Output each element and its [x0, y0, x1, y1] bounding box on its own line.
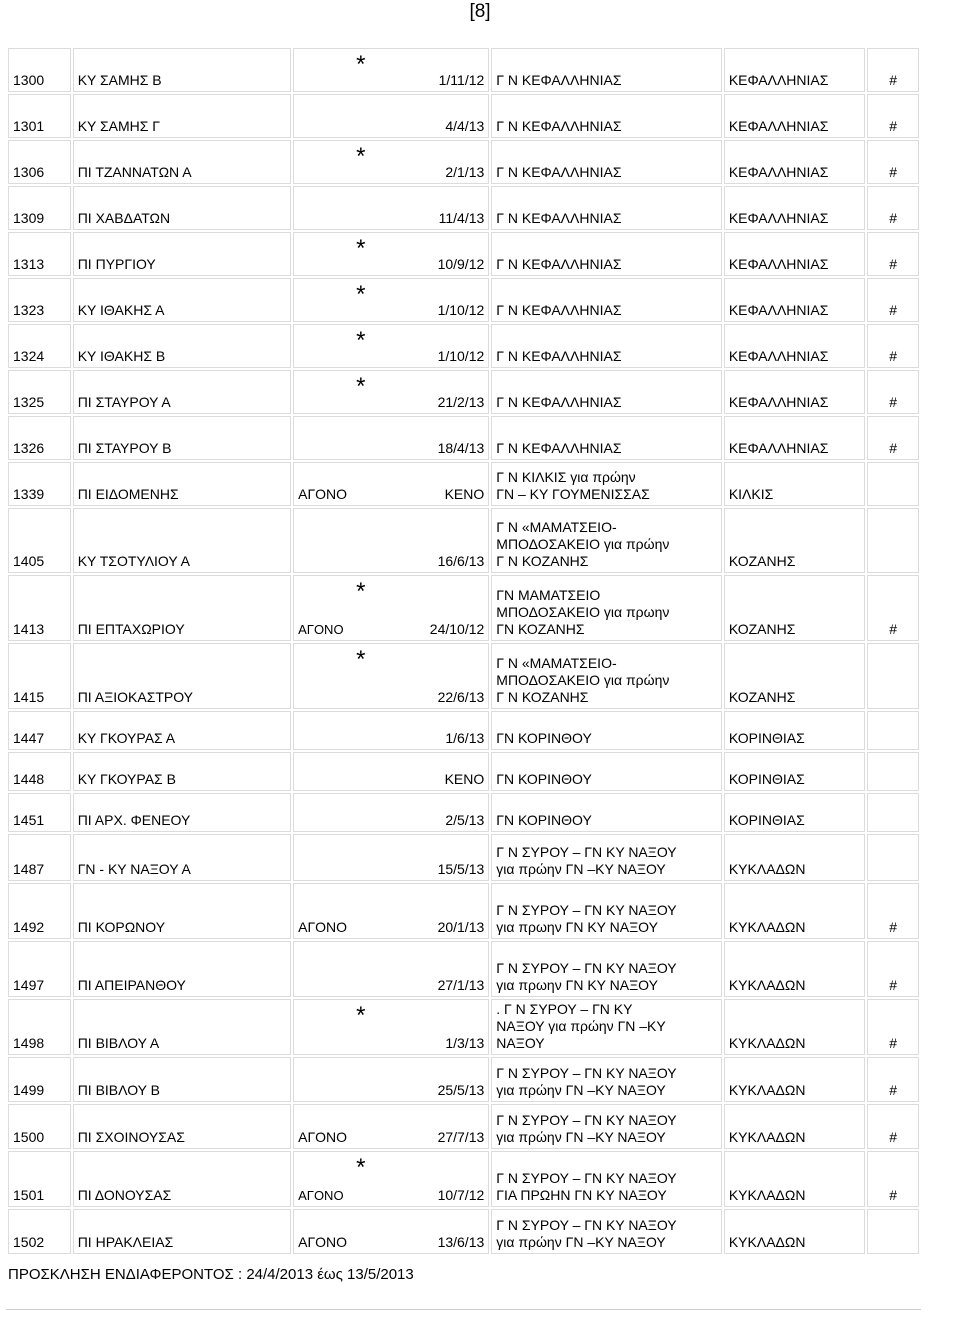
entity-line: για πρώην ΓΝ –ΚΥ ΝΑΞΟΥ	[496, 861, 666, 877]
hash-mark: #	[867, 416, 919, 460]
table-row	[8, 1209, 919, 1254]
table-row	[8, 834, 919, 881]
entity-line: ΜΠΟΔΟΣΑΚΕΙΟ για πρώην	[496, 672, 670, 688]
unit-name: ΠΙ ΒΙΒΛΟΥ Α	[73, 999, 291, 1055]
region-name: ΚΥΚΛΑΔΩΝ	[724, 1151, 866, 1207]
hash-mark	[867, 462, 919, 506]
unit-name: ΠΙ ΑΡΧ. ΦΕΝΕΟΥ	[73, 793, 291, 832]
unit-name: ΚΥ ΙΘΑΚΗΣ Β	[73, 324, 291, 368]
entity-line: Γ Ν ΣΥΡΟΥ – ΓΝ ΚΥ ΝΑΞΟΥ	[496, 1065, 677, 1081]
table-row	[8, 1057, 919, 1102]
table-row	[8, 324, 919, 368]
barren-label: ΑΓΟΝΟ	[298, 1188, 344, 1203]
hospital-entity	[491, 643, 722, 709]
hash-mark: #	[867, 999, 919, 1055]
hash-mark: #	[867, 278, 919, 322]
vacancy-date: 10/7/12	[437, 1187, 485, 1203]
table-row	[8, 1104, 919, 1149]
vacancy-date: 20/1/13	[437, 919, 485, 935]
hash-mark: #	[867, 48, 919, 92]
position-code: 1501	[8, 1151, 71, 1207]
hospital-entity	[491, 416, 722, 460]
vacancy-date: 10/9/12	[437, 256, 485, 272]
vacancy-date: ΚΕΝΟ	[444, 486, 485, 502]
region-name: ΚΕΦΑΛΛΗΝΙΑΣ	[724, 140, 866, 184]
vacancy-date: 1/6/13	[445, 730, 485, 746]
entity-line: ΝΑΞΟΥ για πρώην ΓΝ –ΚΥ	[496, 1018, 666, 1034]
status-cell	[293, 1151, 489, 1207]
status-cell	[293, 1209, 489, 1254]
entity-line: ΓΝ ΚΟΡΙΝΘΟΥ	[496, 771, 592, 787]
barren-label: ΑΓΟΝΟ	[298, 622, 344, 637]
hospital-entity	[491, 575, 722, 641]
status-cell	[293, 186, 489, 230]
region-name: ΚΥΚΛΑΔΩΝ	[724, 1209, 866, 1254]
status-cell	[293, 508, 489, 573]
region-name: ΚΟΡΙΝΘΙΑΣ	[724, 711, 866, 750]
status-cell	[293, 711, 489, 750]
table-row	[8, 1151, 919, 1207]
position-code: 1300	[8, 48, 71, 92]
status-cell	[293, 834, 489, 881]
vacancy-date: 4/4/13	[445, 118, 485, 134]
unit-name: ΚΥ ΣΑΜΗΣ Γ	[73, 94, 291, 138]
entity-line: για πρωην ΓΝ ΚΥ ΝΑΞΟΥ	[496, 977, 658, 993]
table-row	[8, 462, 919, 506]
entity-line: . Γ Ν ΣΥΡΟΥ – ΓΝ ΚΥ	[496, 1001, 633, 1017]
entity-line: Γ Ν ΚΕΦΑΛΛΗΝΙΑΣ	[496, 210, 622, 226]
table-row	[8, 752, 919, 791]
position-code: 1451	[8, 793, 71, 832]
table-row	[8, 370, 919, 414]
vacancy-date: 13/6/13	[437, 1234, 485, 1250]
region-name: ΚΥΚΛΑΔΩΝ	[724, 834, 866, 881]
position-code: 1497	[8, 941, 71, 997]
position-code: 1326	[8, 416, 71, 460]
hash-mark: #	[867, 140, 919, 184]
vacancy-date: 1/10/12	[437, 302, 485, 318]
page-number: [8]	[469, 1, 491, 22]
hash-mark: #	[867, 370, 919, 414]
unit-name: ΠΙ ΚΟΡΩΝΟΥ	[73, 883, 291, 939]
asterisk-mark: *	[356, 646, 366, 673]
hash-mark	[867, 508, 919, 573]
entity-line: ΓΝ ΚΟΡΙΝΘΟΥ	[496, 730, 592, 746]
region-name: ΚΥΚΛΑΔΩΝ	[724, 999, 866, 1055]
hospital-entity	[491, 508, 722, 573]
hash-mark	[867, 643, 919, 709]
vacancy-date: 21/2/13	[437, 394, 485, 410]
barren-label: ΑΓΟΝΟ	[298, 1129, 348, 1145]
asterisk-mark: *	[356, 578, 366, 605]
hospital-entity	[491, 1209, 722, 1254]
region-name: ΚΕΦΑΛΛΗΝΙΑΣ	[724, 232, 866, 276]
hash-mark	[867, 711, 919, 750]
hash-mark: #	[867, 575, 919, 641]
vacancy-date: 1/10/12	[437, 348, 485, 364]
status-cell	[293, 232, 489, 276]
unit-name: ΚΥ ΤΣΟΤΥΛΙΟΥ Α	[73, 508, 291, 573]
table-row	[8, 711, 919, 750]
hash-mark: #	[867, 883, 919, 939]
table-row	[8, 186, 919, 230]
hospital-entity	[491, 278, 722, 322]
hash-mark: #	[867, 1104, 919, 1149]
barren-label: ΑΓΟΝΟ	[298, 919, 348, 935]
position-code: 1487	[8, 834, 71, 881]
entity-line: για πρώην ΓΝ –ΚΥ ΝΑΞΟΥ	[496, 1082, 666, 1098]
positions-table	[6, 46, 921, 1256]
unit-name: ΠΙ ΒΙΒΛΟΥ Β	[73, 1057, 291, 1102]
entity-line: Γ Ν ΚΕΦΑΛΛΗΝΙΑΣ	[496, 256, 622, 272]
unit-name: ΠΙ ΑΞΙΟΚΑΣΤΡΟΥ	[73, 643, 291, 709]
region-name: ΚΟΖΑΝΗΣ	[724, 643, 866, 709]
entity-line: Γ Ν «ΜΑΜΑΤΣΕΙΟ-	[496, 655, 617, 671]
invitation-notice: ΠΡΟΣΚΛΗΣΗ ΕΝΔΙΑΦΕΡΟΝΤΟΣ : 24/4/2013 έως 13/5/2013	[8, 1266, 414, 1283]
entity-line: Γ Ν ΚΟΖΑΝΗΣ	[496, 689, 589, 705]
unit-name: ΠΙ ΕΙΔΟΜΕΝΗΣ	[73, 462, 291, 506]
hospital-entity	[491, 370, 722, 414]
hash-mark	[867, 1209, 919, 1254]
region-name: ΚΙΛΚΙΣ	[724, 462, 866, 506]
vacancy-date: 2/1/13	[445, 164, 485, 180]
table-row	[8, 508, 919, 573]
hash-mark	[867, 752, 919, 791]
entity-line: ΓΝ ΚΟΖΑΝΗΣ	[496, 621, 585, 637]
entity-line: Γ Ν ΚΕΦΑΛΛΗΝΙΑΣ	[496, 164, 622, 180]
position-code: 1323	[8, 278, 71, 322]
vacancy-date: 15/5/13	[437, 861, 485, 877]
status-cell	[293, 941, 489, 997]
table-row	[8, 140, 919, 184]
region-name: ΚΥΚΛΑΔΩΝ	[724, 1057, 866, 1102]
entity-line: για πρώην ΓΝ –ΚΥ ΝΑΞΟΥ	[496, 1234, 666, 1250]
status-cell	[293, 140, 489, 184]
table-row	[8, 883, 919, 939]
hospital-entity	[491, 941, 722, 997]
unit-name: ΚΥ ΙΘΑΚΗΣ Α	[73, 278, 291, 322]
table-row	[8, 793, 919, 832]
position-code: 1448	[8, 752, 71, 791]
asterisk-mark: *	[356, 235, 366, 262]
vacancy-date: 24/10/12	[429, 621, 485, 637]
position-code: 1492	[8, 883, 71, 939]
vacancy-date: 1/3/13	[445, 1035, 485, 1051]
status-cell	[293, 643, 489, 709]
status-cell	[293, 94, 489, 138]
status-cell	[293, 1104, 489, 1149]
region-name: ΚΕΦΑΛΛΗΝΙΑΣ	[724, 186, 866, 230]
position-code: 1498	[8, 999, 71, 1055]
asterisk-mark: *	[356, 327, 366, 354]
hospital-entity	[491, 752, 722, 791]
barren-label: ΑΓΟΝΟ	[298, 486, 348, 502]
entity-line: Γ Ν ΚΕΦΑΛΛΗΝΙΑΣ	[496, 394, 622, 410]
hospital-entity	[491, 94, 722, 138]
entity-line: Γ Ν ΚΕΦΑΛΛΗΝΙΑΣ	[496, 302, 622, 318]
entity-line: ΝΑΞΟΥ	[496, 1035, 545, 1051]
position-code: 1502	[8, 1209, 71, 1254]
region-name: ΚΕΦΑΛΛΗΝΙΑΣ	[724, 94, 866, 138]
table-row	[8, 416, 919, 460]
region-name: ΚΕΦΑΛΛΗΝΙΑΣ	[724, 48, 866, 92]
status-cell	[293, 752, 489, 791]
entity-line: Γ Ν ΣΥΡΟΥ – ΓΝ ΚΥ ΝΑΞΟΥ	[496, 1217, 677, 1233]
hospital-entity	[491, 1104, 722, 1149]
hash-mark: #	[867, 1057, 919, 1102]
vacancy-date: 1/11/12	[438, 72, 485, 88]
asterisk-mark: *	[356, 1154, 366, 1181]
unit-name: ΠΙ ΔΟΝΟΥΣΑΣ	[73, 1151, 291, 1207]
asterisk-mark: *	[356, 1002, 366, 1029]
unit-name: ΚΥ ΣΑΜΗΣ Β	[73, 48, 291, 92]
region-name: ΚΕΦΑΛΛΗΝΙΑΣ	[724, 416, 866, 460]
hospital-entity	[491, 232, 722, 276]
footer-divider	[6, 1309, 921, 1310]
hospital-entity	[491, 1057, 722, 1102]
entity-line: Γ Ν ΣΥΡΟΥ – ΓΝ ΚΥ ΝΑΞΟΥ	[496, 844, 677, 860]
region-name: ΚΕΦΑΛΛΗΝΙΑΣ	[724, 370, 866, 414]
status-cell	[293, 999, 489, 1055]
hospital-entity	[491, 1151, 722, 1207]
unit-name: ΠΙ ΣΧΟΙΝΟΥΣΑΣ	[73, 1104, 291, 1149]
hospital-entity	[491, 711, 722, 750]
entity-line: Γ Ν ΚΕΦΑΛΛΗΝΙΑΣ	[496, 440, 622, 456]
vacancy-date: 22/6/13	[437, 689, 485, 705]
vacancy-date: 27/1/13	[437, 977, 485, 993]
asterisk-mark: *	[356, 373, 366, 400]
table-row	[8, 575, 919, 641]
hash-mark	[867, 834, 919, 881]
vacancy-date: 11/4/13	[438, 210, 485, 226]
unit-name: ΠΙ ΕΠΤΑΧΩΡΙΟΥ	[73, 575, 291, 641]
table-row	[8, 232, 919, 276]
unit-name: ΠΙ ΠΥΡΓΙΟΥ	[73, 232, 291, 276]
entity-line: Γ Ν ΚΕΦΑΛΛΗΝΙΑΣ	[496, 72, 622, 88]
hash-mark: #	[867, 1151, 919, 1207]
entity-line: Γ Ν ΚΕΦΑΛΛΗΝΙΑΣ	[496, 118, 622, 134]
status-cell	[293, 324, 489, 368]
vacancy-date: 18/4/13	[437, 440, 485, 456]
hospital-entity	[491, 324, 722, 368]
position-code: 1306	[8, 140, 71, 184]
asterisk-mark: *	[356, 281, 366, 308]
table-row	[8, 941, 919, 997]
region-name: ΚΟΡΙΝΘΙΑΣ	[724, 793, 866, 832]
unit-name: ΚΥ ΓΚΟΥΡΑΣ Α	[73, 711, 291, 750]
entity-line: Γ Ν ΣΥΡΟΥ – ΓΝ ΚΥ ΝΑΞΟΥ	[496, 1112, 677, 1128]
region-name: ΚΥΚΛΑΔΩΝ	[724, 1104, 866, 1149]
status-cell	[293, 416, 489, 460]
status-cell	[293, 370, 489, 414]
hash-mark	[867, 793, 919, 832]
status-cell	[293, 278, 489, 322]
entity-line: για πρωην ΓΝ ΚΥ ΝΑΞΟΥ	[496, 919, 658, 935]
position-code: 1499	[8, 1057, 71, 1102]
entity-line: ΓΝ – ΚΥ ΓΟΥΜΕΝΙΣΣΑΣ	[496, 486, 650, 502]
status-cell	[293, 793, 489, 832]
barren-label: ΑΓΟΝΟ	[298, 1234, 348, 1250]
hospital-entity	[491, 462, 722, 506]
entity-line: ΓΙΑ ΠΡΩΗΝ ΓΝ ΚΥ ΝΑΞΟΥ	[496, 1187, 667, 1203]
table-row	[8, 999, 919, 1055]
hospital-entity	[491, 834, 722, 881]
table-row	[8, 278, 919, 322]
unit-name: ΓΝ - ΚΥ ΝΑΞΟΥ Α	[73, 834, 291, 881]
unit-name: ΠΙ ΗΡΑΚΛΕΙΑΣ	[73, 1209, 291, 1254]
region-name: ΚΥΚΛΑΔΩΝ	[724, 941, 866, 997]
vacancy-date: 2/5/13	[445, 812, 485, 828]
region-name: ΚΟΖΑΝΗΣ	[724, 575, 866, 641]
status-cell	[293, 48, 489, 92]
hash-mark: #	[867, 324, 919, 368]
table-row	[8, 48, 919, 92]
vacancy-date: 16/6/13	[437, 553, 485, 569]
region-name: ΚΕΦΑΛΛΗΝΙΑΣ	[724, 324, 866, 368]
unit-name: ΠΙ ΤΖΑΝΝΑΤΩΝ Α	[73, 140, 291, 184]
hospital-entity	[491, 883, 722, 939]
position-code: 1339	[8, 462, 71, 506]
entity-line: για πρώην ΓΝ –ΚΥ ΝΑΞΟΥ	[496, 1129, 666, 1145]
position-code: 1309	[8, 186, 71, 230]
entity-line: ΜΠΟΔΟΣΑΚΕΙΟ για πρωην	[496, 604, 670, 620]
position-code: 1405	[8, 508, 71, 573]
entity-line: Γ Ν ΚΙΛΚΙΣ για πρώην	[496, 469, 636, 485]
hash-mark: #	[867, 186, 919, 230]
entity-line: Γ Ν ΣΥΡΟΥ – ΓΝ ΚΥ ΝΑΞΟΥ	[496, 1170, 677, 1186]
entity-line: ΓΝ ΚΟΡΙΝΘΟΥ	[496, 812, 592, 828]
position-code: 1325	[8, 370, 71, 414]
hospital-entity	[491, 186, 722, 230]
vacancy-date: ΚΕΝΟ	[444, 771, 485, 787]
hospital-entity	[491, 999, 722, 1055]
hash-mark: #	[867, 94, 919, 138]
status-cell	[293, 462, 489, 506]
status-cell	[293, 883, 489, 939]
asterisk-mark: *	[356, 51, 366, 78]
hospital-entity	[491, 793, 722, 832]
position-code: 1324	[8, 324, 71, 368]
hospital-entity	[491, 48, 722, 92]
entity-line: Γ Ν ΚΕΦΑΛΛΗΝΙΑΣ	[496, 348, 622, 364]
unit-name: ΠΙ ΣΤΑΥΡΟΥ Α	[73, 370, 291, 414]
position-code: 1500	[8, 1104, 71, 1149]
hash-mark: #	[867, 232, 919, 276]
position-code: 1413	[8, 575, 71, 641]
status-cell	[293, 575, 489, 641]
region-name: ΚΟΖΑΝΗΣ	[724, 508, 866, 573]
entity-line: ΓΝ ΜΑΜΑΤΣΕΙΟ	[496, 587, 601, 603]
position-code: 1415	[8, 643, 71, 709]
unit-name: ΠΙ ΣΤΑΥΡΟΥ Β	[73, 416, 291, 460]
region-name: ΚΥΚΛΑΔΩΝ	[724, 883, 866, 939]
region-name: ΚΟΡΙΝΘΙΑΣ	[724, 752, 866, 791]
status-cell	[293, 1057, 489, 1102]
unit-name: ΠΙ ΑΠΕΙΡΑΝΘΟΥ	[73, 941, 291, 997]
position-code: 1301	[8, 94, 71, 138]
hospital-entity	[491, 140, 722, 184]
table-row	[8, 94, 919, 138]
table-row	[8, 643, 919, 709]
position-code: 1447	[8, 711, 71, 750]
entity-line: Γ Ν ΣΥΡΟΥ – ΓΝ ΚΥ ΝΑΞΟΥ	[496, 902, 677, 918]
unit-name: ΠΙ ΧΑΒΔΑΤΩΝ	[73, 186, 291, 230]
asterisk-mark: *	[356, 143, 366, 170]
position-code: 1313	[8, 232, 71, 276]
unit-name: ΚΥ ΓΚΟΥΡΑΣ Β	[73, 752, 291, 791]
entity-line: Γ Ν «ΜΑΜΑΤΣΕΙΟ-	[496, 519, 617, 535]
entity-line: Γ Ν ΚΟΖΑΝΗΣ	[496, 553, 589, 569]
region-name: ΚΕΦΑΛΛΗΝΙΑΣ	[724, 278, 866, 322]
hash-mark: #	[867, 941, 919, 997]
entity-line: ΜΠΟΔΟΣΑΚΕΙΟ για πρώην	[496, 536, 670, 552]
vacancy-date: 27/7/13	[437, 1129, 485, 1145]
vacancy-date: 25/5/13	[437, 1082, 485, 1098]
entity-line: Γ Ν ΣΥΡΟΥ – ΓΝ ΚΥ ΝΑΞΟΥ	[496, 960, 677, 976]
